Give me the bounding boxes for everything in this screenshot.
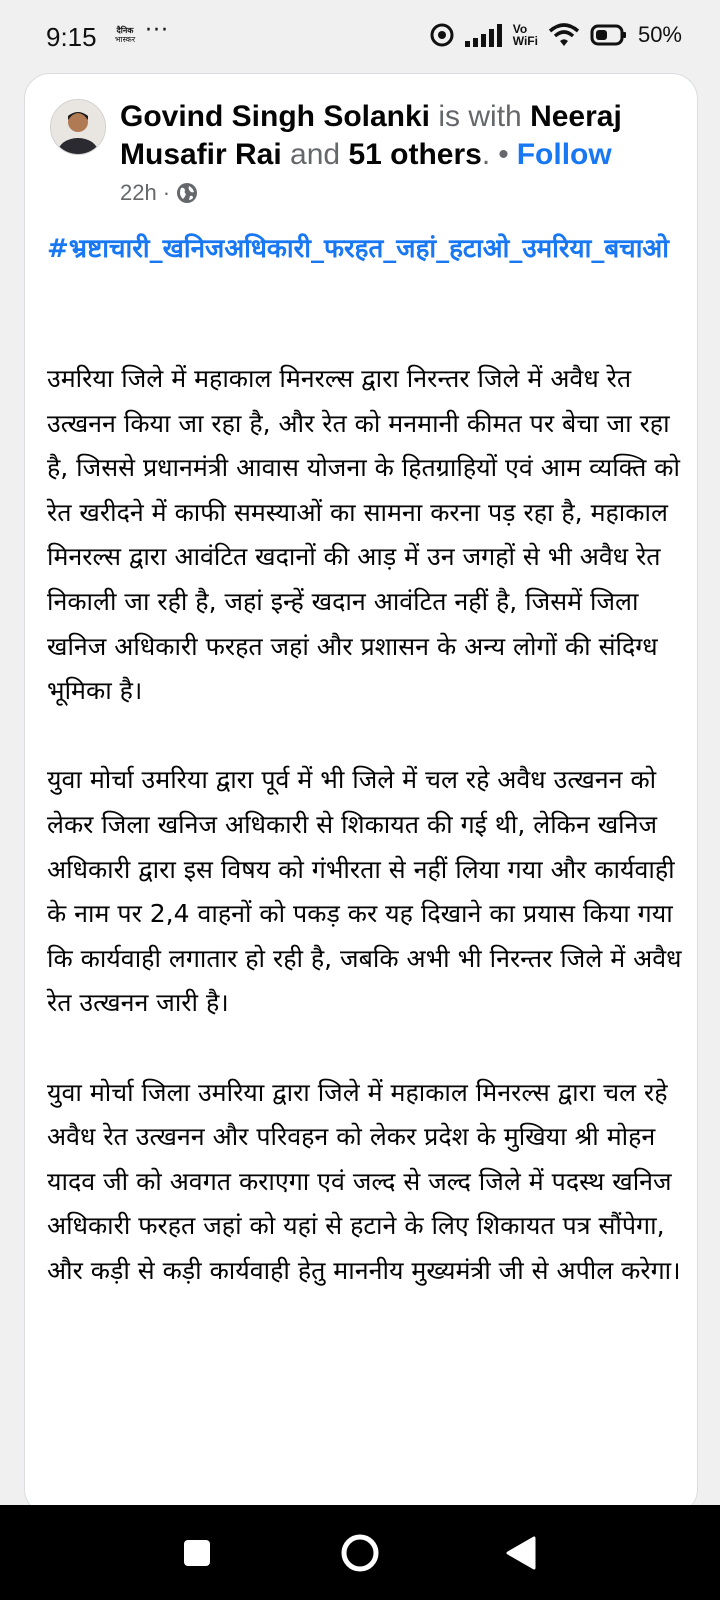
battery-percent: 50% (637, 22, 682, 47)
post-meta (120, 180, 198, 206)
post-body (47, 357, 687, 1338)
vowifi-line1: Vo (512, 22, 528, 36)
tagged-user[interactable]: Neeraj Musafir Rai (120, 100, 622, 171)
square-icon (182, 1538, 212, 1568)
battery-icon (590, 23, 628, 47)
and-text: and (281, 138, 349, 171)
bullet-separator: • (498, 138, 509, 171)
vowifi-icon (513, 23, 538, 47)
news-app-notification-icon (113, 26, 137, 44)
follow-button[interactable]: Follow (516, 138, 612, 171)
navigation-bar (0, 1505, 720, 1600)
post-header (120, 98, 680, 174)
meta-separator: · (162, 180, 171, 205)
post-card (24, 73, 698, 1515)
status-icons (429, 20, 682, 50)
author-name[interactable]: Govind Singh Solanki (120, 100, 431, 133)
more-notifications-icon: ··· (145, 18, 169, 43)
author-avatar[interactable] (50, 99, 106, 155)
others-link[interactable]: 51 others (348, 138, 482, 171)
signal-icon (465, 23, 503, 47)
location-icon (429, 22, 455, 48)
globe-icon (176, 182, 198, 204)
post-paragraph: युवा मोर्चा जिला उमरिया द्वारा जिले में महाकाल मिनरल्स द्वारा चल रहे अवैध रेत उत्खनन और परिवहन को लेकर प्रदेश के मुखिया श्री मोहन यादव जी को अवगत कराएगा एवं जल्द से जल्द जिले में पदस्थ खनिज अधिकारी फरहत जहां को यहां से हटाने के लिए शिकायत पत्र सौंपेगा, और कड़ी से कड़ी कार्यवाही हेतु माननीय मुख्यमंत्री जी से अपील करेगा। (47, 1077, 681, 1285)
news-app-line1: दैनिक (116, 26, 134, 35)
period-text: . (481, 138, 491, 171)
is-with-text: is with (430, 100, 531, 133)
status-time: 9:15 (46, 22, 97, 52)
recents-button[interactable] (171, 1527, 223, 1579)
hashtag-link[interactable]: #भ्रष्टाचारी_खनिजअधिकारी_फरहत_जहां_हटाओ_उमरिया_बचाओ (47, 234, 670, 264)
circle-icon (339, 1532, 381, 1574)
avatar-photo (51, 100, 105, 154)
post-paragraph: युवा मोर्चा उमरिया द्वारा पूर्व में भी जिले में चल रहे अवैध उत्खनन को लेकर जिला खनिज अधिकारी से शिकायत की गई थी, लेकिन खनिज अधिकारी द्वारा इस विषय को गंभीरता से नहीं लिया गया और कार्यवाही के नाम पर 2,4 वाहनों को पकड़ कर यह दिखाने का प्रयास किया गया कि कार्यवाही लगातार हो रही है, जबकि अभी भी निरन्तर जिले में अवैध रेत उत्खनन जारी है। (47, 765, 682, 1018)
back-button[interactable] (495, 1527, 547, 1579)
home-button[interactable] (334, 1527, 386, 1579)
wifi-icon (548, 23, 580, 47)
post-time[interactable]: 22h (120, 180, 157, 205)
vowifi-line2: WiFi (512, 34, 538, 48)
news-app-line2: भास्कर (114, 35, 136, 44)
triangle-back-icon (504, 1535, 538, 1571)
status-bar (0, 0, 720, 70)
post-paragraph: उमरिया जिले में महाकाल मिनरल्स द्वारा निरन्तर जिले में अवैध रेत उत्खनन किया जा रहा है, और रेत को मनमानी कीमत पर बेचा जा रहा है, जिससे प्रधानमंत्री आवास योजना के हितग्राहियों एवं आम व्यक्ति को रेत खरीदने में काफी समस्याओं का सामना करना पड़ रहा है, महाकाल मिनरल्स द्वारा आवंटित खदानों की आड़ में उन जगहों से भी अवैध रेत निकाली जा रही है, जहां इन्हें खदान आवंटित नहीं है, जिसमें जिला खनिज अधिकारी फरहत जहां और प्रशासन के अन्य लोगों की संदिग्ध भूमिका है। (47, 364, 680, 706)
